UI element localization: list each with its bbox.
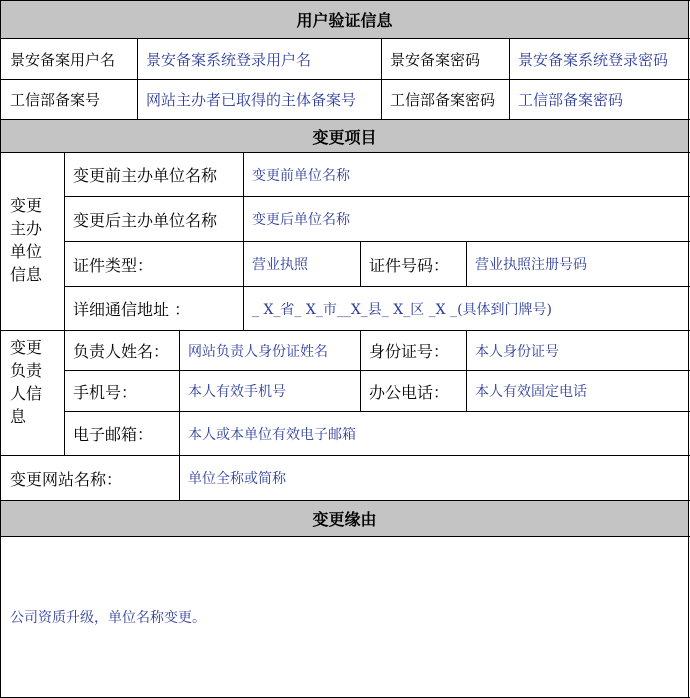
site-name-value: 单位全称或简称 bbox=[188, 471, 286, 487]
person-name-value: 网站负责人身份证姓名 bbox=[188, 343, 328, 360]
person-info-group-line: 变更 bbox=[10, 338, 43, 357]
jingan-password-value: 景安备案系统登录密码 bbox=[518, 50, 669, 69]
id-number-label: 身份证号： bbox=[369, 342, 450, 361]
office-phone-value: 本人有效固定电话 bbox=[475, 384, 587, 400]
grid-line bbox=[64, 152, 65, 456]
cert-type-label: 证件类型： bbox=[73, 255, 154, 275]
mobile-value: 本人有效手机号 bbox=[188, 384, 286, 400]
org-info-group-line: 主办 bbox=[10, 219, 43, 238]
mobile-label: 手机号： bbox=[73, 382, 138, 402]
grid-line bbox=[0, 0, 690, 1]
miit-password-label: 工信部备案密码 bbox=[390, 91, 496, 109]
person-info-group-label bbox=[10, 336, 42, 428]
grid-line bbox=[0, 536, 690, 537]
cert-number-label: 证件号码： bbox=[369, 255, 450, 275]
grid-line bbox=[0, 500, 690, 501]
grid-line bbox=[381, 38, 382, 120]
email-value: 本人或本单位有效电子邮箱 bbox=[188, 426, 356, 443]
before-org-name-label: 变更前主办单位名称 bbox=[73, 166, 218, 185]
grid-line bbox=[466, 330, 467, 412]
grid-line bbox=[0, 0, 1, 698]
site-name-label: 变更网站名称： bbox=[10, 469, 123, 489]
grid-line bbox=[466, 241, 467, 287]
person-info-group-line: 人信 bbox=[10, 384, 43, 403]
grid-line bbox=[688, 0, 689, 698]
org-info-group-line: 单位 bbox=[10, 242, 43, 261]
jingan-username-value: 景安备案系统登录用户名 bbox=[146, 50, 312, 69]
person-name-label: 负责人姓名： bbox=[73, 342, 170, 361]
miit-record-number-label: 工信部备案号 bbox=[10, 91, 101, 109]
jingan-password-label: 景安备案密码 bbox=[390, 50, 481, 69]
jingan-username-label: 景安备案用户名 bbox=[10, 50, 116, 69]
miit-record-number-value: 网站主办者已取得的主体备案号 bbox=[146, 91, 357, 109]
before-org-name-value: 变更前单位名称 bbox=[252, 167, 350, 184]
grid-line bbox=[0, 119, 690, 120]
header-change-reason-title: 变更缘由 bbox=[312, 510, 377, 529]
after-org-name-label: 变更后主办单位名称 bbox=[73, 210, 218, 230]
change-reason-text: 公司资质升级，单位名称变更。 bbox=[10, 610, 206, 626]
person-info-group-line: 负责 bbox=[10, 361, 43, 380]
after-org-name-value: 变更后单位名称 bbox=[252, 212, 350, 228]
office-phone-label: 办公电话： bbox=[369, 382, 450, 402]
grid-line bbox=[360, 330, 361, 412]
id-number-value: 本人身份证号 bbox=[475, 343, 559, 360]
header-user-verify bbox=[1, 1, 688, 38]
grid-line bbox=[64, 411, 690, 412]
grid-line bbox=[243, 152, 244, 331]
cert-type-value: 营业执照 bbox=[252, 257, 308, 273]
email-label: 电子邮箱： bbox=[73, 425, 154, 444]
grid-line bbox=[360, 241, 361, 287]
header-change-items bbox=[1, 120, 688, 152]
miit-password-value: 工信部备案密码 bbox=[518, 91, 624, 109]
header-user-verify-title: 用户验证信息 bbox=[296, 11, 393, 30]
person-info-group-line: 息 bbox=[10, 407, 27, 426]
address-label: 详细通信地址 ： bbox=[73, 300, 191, 319]
cert-number-value: 营业执照注册号码 bbox=[475, 257, 587, 273]
org-info-group-line: 变更 bbox=[10, 196, 43, 215]
grid-line bbox=[137, 38, 138, 120]
grid-line bbox=[509, 38, 510, 120]
header-change-items-title: 变更项目 bbox=[312, 127, 377, 147]
org-info-group-line: 信息 bbox=[10, 265, 43, 284]
grid-line bbox=[179, 330, 180, 501]
org-info-group-label bbox=[10, 194, 42, 286]
header-change-reason bbox=[1, 501, 688, 536]
address-value: _ X_省_ X_市__X_县_ X_区 _X _(具体到门牌号) bbox=[252, 301, 553, 318]
